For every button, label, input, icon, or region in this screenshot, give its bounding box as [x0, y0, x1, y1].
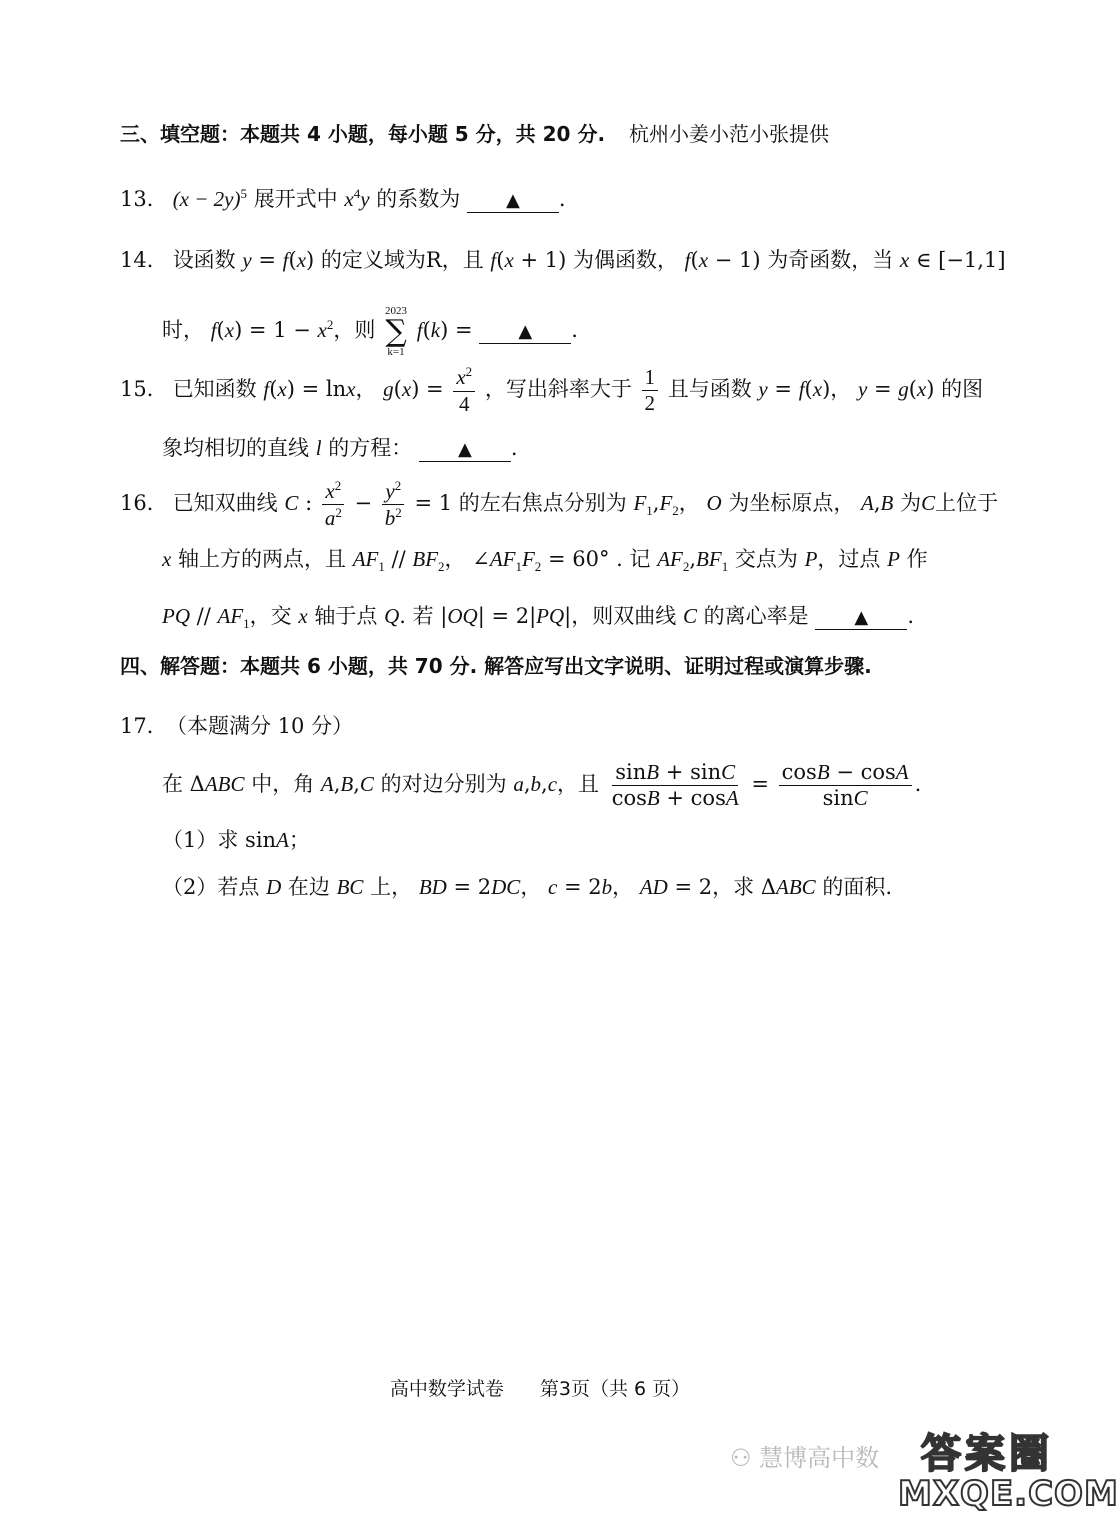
question-16-cont-2: PQ // $AF_1$，交 x 轴于点 Q. 若 |OQ| = 2|PQ|，则双曲线 C 的离心率是 ▲ . [162, 604, 915, 632]
stamp-top: 答案圈 [921, 1431, 1053, 1477]
question-number: 14． [120, 248, 168, 272]
question-14: 14． 设函数 y = f(x) 的定义域为R，且 f(x + 1) 为偶函数， f(x − 1) 为奇函数，当 x ∈ [−1,1] [120, 244, 1006, 276]
question-17 [120, 710, 353, 742]
stamp-bottom: MXQE.COM [898, 1474, 1119, 1514]
question-number: 13． [120, 187, 168, 211]
question-15: 15． 已知函数 f(x) = lnx， g(x) = $\frac{x^2}{4}$ ，写出斜率大于 $\frac{1}{2}$ 且与函数 y = f(x)， y = g(x) 的图 [120, 362, 983, 417]
question-16: 16． 已知双曲线 C : $\frac{x^2}{a^2}$ − $\frac{y^2}{b^2}$ = 1 的左右焦点分别为 $F_1,F_2$， O 为坐标原点， A,B 为C上位于 [120, 477, 999, 530]
footer-page: 第3页（共 6 页） [539, 1378, 691, 1400]
question-number: 16． [120, 491, 168, 515]
summation: 2023 ∑ k=1 [385, 304, 408, 358]
fraction: $\frac{1}{2}$ [642, 365, 659, 416]
question-number: 17． [120, 714, 168, 738]
answer-blank[interactable] [419, 437, 511, 462]
wechat-icon: ⚇ [730, 1444, 752, 1472]
fraction: $\frac{\sin B + \sin C}{\cos B + \cos A}$ [611, 759, 739, 810]
triangle-icon: ▲ [518, 321, 533, 342]
question-14-cont: 时， $f(x) = 1 - x^2$，则 2023 ∑ k=1 f(k) = ▲ . [162, 304, 578, 358]
fraction: $\frac{x^2}{4}$ [453, 364, 475, 416]
credit-note: 杭州小姜小范小张提供 [629, 122, 830, 146]
question-score: （本题满分 10 分） [166, 714, 354, 738]
section-4-heading: 四、解答题：本题共 6 小题，共 70 分. 解答应写出文字说明、证明过程或演算步骤. [120, 654, 872, 678]
section-3-heading: 三、填空题：本题共 4 小题，每小题 5 分，共 20 分. 杭州小姜小范小张提供 [120, 122, 830, 146]
watermark: ⚇ 慧博高中数 [730, 1444, 880, 1472]
fraction: $\frac{x^2}{a^2}$ [322, 478, 345, 531]
footer-title: 高中数学试卷 [389, 1378, 504, 1400]
answer-blank[interactable] [479, 319, 571, 344]
site-stamp [898, 1422, 1119, 1522]
question-17-part-2: （2）若点 D 在边 BC 上， BD = 2DC， c = 2b， AD = 2，求 ΔABC 的面积. [162, 875, 893, 899]
fraction: $\frac{y^2}{b^2}$ [382, 478, 405, 531]
page-footer [0, 1374, 1080, 1401]
answer-blank[interactable] [815, 605, 907, 630]
sigma-icon: ∑ [385, 313, 407, 349]
triangle-icon: ▲ [505, 190, 520, 211]
question-16-cont-1: x 轴上方的两点，且 $AF_1 // BF_2$， $\angle AF_1F_2 = 60^\circ$ . 记 $AF_2,BF_1$ 交点为 P，过点 P 作 [162, 547, 928, 575]
question-17-stem: 在 ΔABC 中，角 A,B,C 的对边分别为 a,b,c，且 $\frac{\sin B + \sin C}{\cos B + \cos A}$ = $\frac{\cos B - \cos A}{\sin C}$ . [162, 759, 922, 810]
question-13: 13． $(x - 2y)^5$ 展开式中 $x^4y$ 的系数为 ▲ . [120, 178, 566, 215]
answer-blank[interactable] [467, 188, 559, 213]
triangle-icon: ▲ [457, 439, 472, 460]
fraction: $\frac{\cos B - \cos A}{\sin C}$ [779, 760, 912, 811]
triangle-icon: ▲ [854, 607, 869, 628]
question-number: 15． [120, 377, 168, 401]
question-17-part-1: （1）求 sinA； [162, 828, 310, 852]
question-15-cont: 象均相切的直线 l 的方程： ▲ . [162, 436, 518, 460]
